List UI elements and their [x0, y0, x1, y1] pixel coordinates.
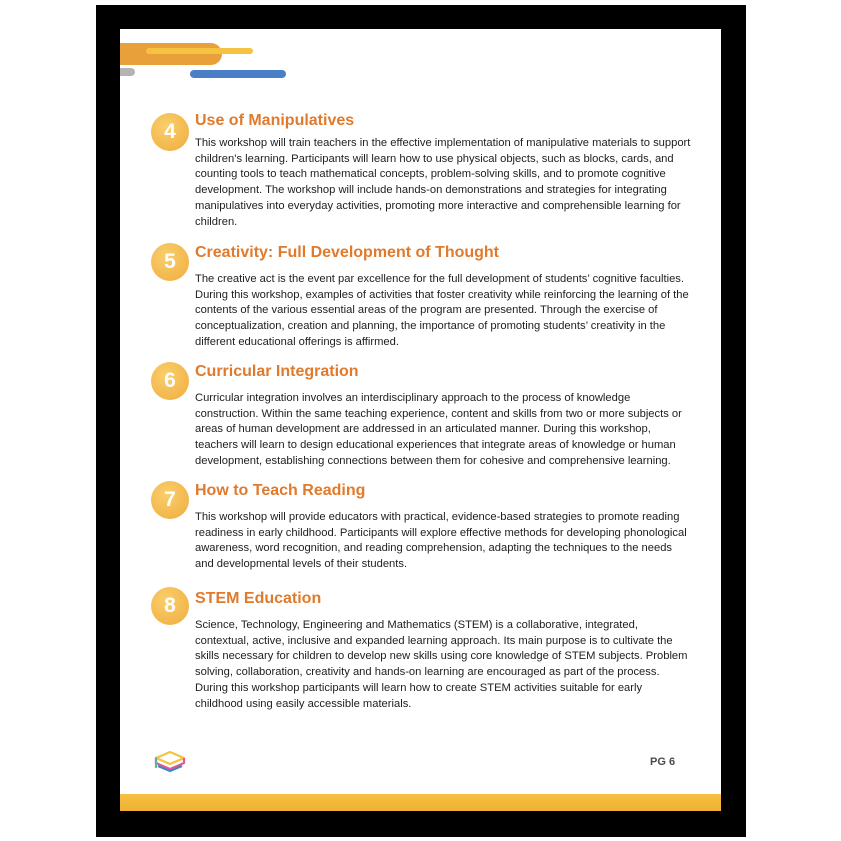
- section-number-badge: 8: [151, 587, 189, 625]
- footer-color-bar: [120, 794, 721, 811]
- section-body: This workshop will train teachers in the effective implementation of manipulative materials to support children’s learning. Participants will learn how to use physical objects, such as blocks, cards, and counting tools to teach mathematical concepts, problem-solving skills, and to promote cognitive development. The workshop will include hands-on demonstrations and strategies for integrating manipulatives into everyday activities, promoting more interactive and comprehensible learning for children.: [195, 137, 691, 228]
- section-number-badge: 6: [151, 362, 189, 400]
- section-title: Use of Manipulatives: [195, 112, 355, 129]
- section-title: STEM Education: [195, 590, 322, 607]
- page-number: PG 6: [650, 756, 676, 768]
- decor-gray-line: [120, 68, 135, 76]
- section-title: How to Teach Reading: [195, 482, 366, 499]
- section-body: Curricular integration involves an interdisciplinary approach to the process of knowledge construction. Within the same teaching experience, content and skills from two or more subjects or areas of human development are addressed in an articulated manner. During this workshop, teachers will learn to design educational experiences that integrate areas of knowledge or human development, establishing connections between them for cohesive and comprehensive learning.: [195, 392, 682, 467]
- decor-yellow-line: [146, 48, 253, 54]
- section-title: Creativity: Full Development of Thought: [195, 244, 500, 261]
- decor-orange-bar: [120, 43, 222, 65]
- section-body: This workshop will provide educators with practical, evidence-based strategies to promote reading readiness in early childhood. Participants will explore effective methods for developing phonological awareness, word recognition, and reading comprehension, adapting the techniques to the needs and developmental levels of their students.: [195, 511, 687, 571]
- section-title: Curricular Integration: [195, 363, 359, 380]
- section-body: Science, Technology, Engineering and Mathematics (STEM) is a collaborative, integrated, contextual, active, inclusive and expanded learning approach. Its main purpose is to cultivate the skills necessary for children to develop new skills using core knowledge of STEM subjects. Problem solving, collaboration, creativity and hands-on learning are encouraged as part of the process. During this workshop participants will learn how to create STEM activities suitable for early childhood using easily accessible materials.: [195, 619, 688, 710]
- document-page: [120, 29, 721, 811]
- section-number-badge: 5: [151, 243, 189, 281]
- section-number-badge: 7: [151, 481, 189, 519]
- decor-blue-line: [190, 70, 286, 78]
- section-number-badge: 4: [151, 113, 189, 151]
- section-body: The creative act is the event par excellence for the full development of students’ cognitive faculties. During this workshop, examples of activities that foster creativity while reinforcing the learning of the contents of the various essential areas of the program are presented. Through the exercise of conceptualization, creation and planning, the importance of promoting students’ creativity in the different educational offerings is affirmed.: [195, 273, 689, 348]
- brand-logo-icon: [151, 749, 189, 775]
